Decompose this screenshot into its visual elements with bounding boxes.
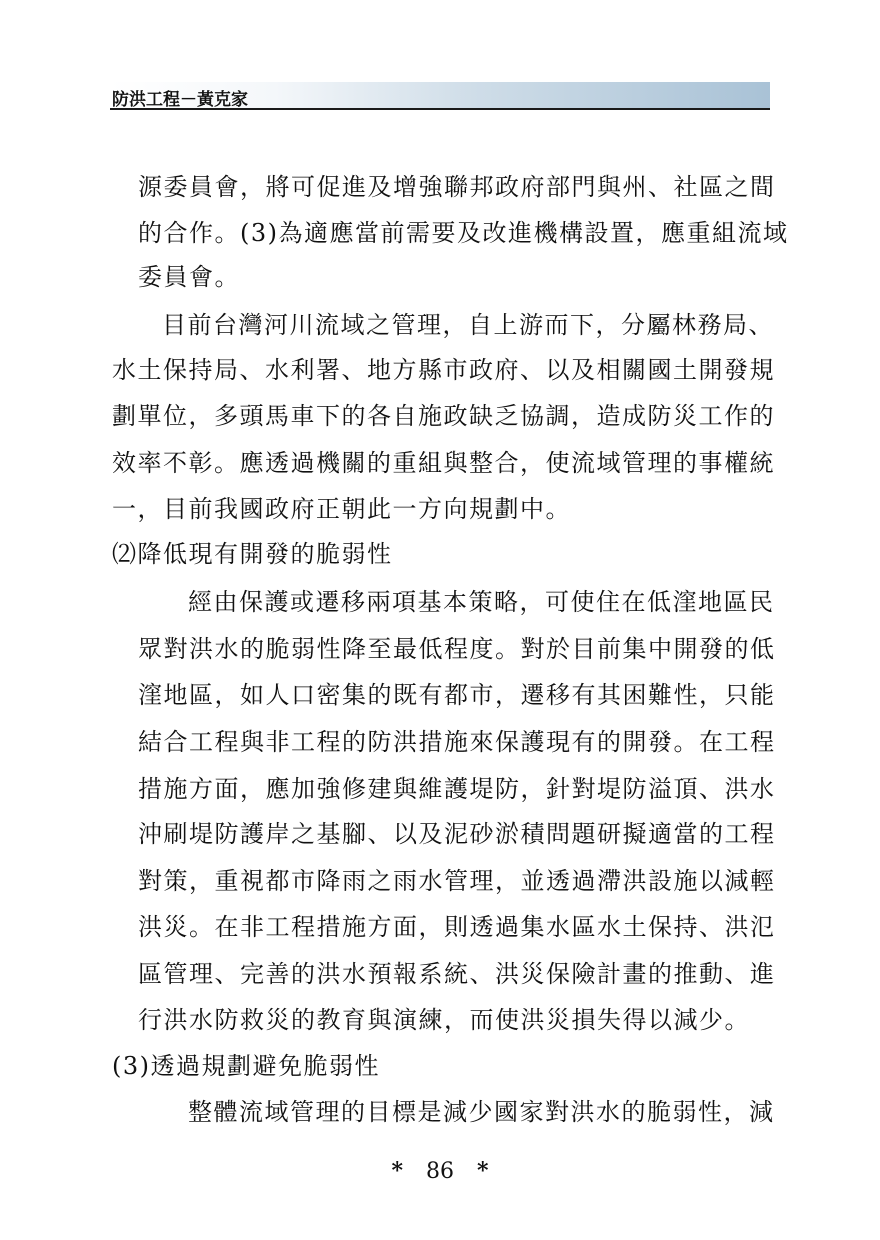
body-line: 措施方面，應加強修建與維護堤防，針對堤防溢頂、洪水 [138,775,776,803]
body-line: 效率不彰。應透過機關的重組與整合，使流域管理的事權統 [112,449,775,477]
body-line: 整體流域管理的目標是減少國家對洪水的脆弱性，減 [188,1098,775,1126]
section-heading: (3)透過規劃避免脆弱性 [112,1052,380,1080]
body-line: 區管理、完善的洪水預報系統、洪災保險計畫的推動、進 [138,960,776,988]
page-footer [0,1158,880,1184]
body-line: 洪災。在非工程措施方面，則透過集水區水土保持、洪氾 [138,913,776,941]
running-header [110,82,770,110]
body-line: 沖刷堤防護岸之基腳、以及泥砂淤積問題研擬適當的工程 [138,820,776,848]
body-line: 委員會。 [138,263,240,291]
body-line: 對策，重視都市降雨之雨水管理，並透過滯洪設施以減輕 [138,867,776,895]
footer-star-left: * [391,1158,403,1184]
body-line: 水土保持局、水利署、地方縣市政府、以及相關國土開發規 [112,356,775,384]
body-line: 經由保護或遷移兩項基本策略，可使住在低漥地區民 [188,588,775,616]
body-line: 行洪水防救災的教育與演練，而使洪災損失得以減少。 [138,1006,750,1034]
body-line: 漥地區，如人口密集的既有都市，遷移有其困難性，只能 [138,681,776,709]
body-line: 結合工程與非工程的防洪措施來保護現有的開發。在工程 [138,728,776,756]
body-line: 一，目前我國政府正朝此一方向規劃中。 [112,495,571,523]
body-line: 眾對洪水的脆弱性降至最低程度。對於目前集中開發的低 [138,635,776,663]
body-line: 源委員會，將可促進及增強聯邦政府部門與州、社區之間 [138,173,776,201]
body-line: 劃單位，多頭馬車下的各自施政缺乏協調，造成防災工作的 [112,402,775,430]
running-header-title: 防洪工程－黃克家 [112,90,248,110]
body-line: 目前台灣河川流域之管理，自上游而下，分屬林務局、 [162,311,774,339]
page-number: 86 [426,1159,454,1184]
footer-star-right: * [477,1158,489,1184]
body-line: 的合作。(3)為適應當前需要及改進機構設置，應重組流域 [138,219,789,247]
section-heading: ⑵降低現有開發的脆弱性 [112,540,393,568]
